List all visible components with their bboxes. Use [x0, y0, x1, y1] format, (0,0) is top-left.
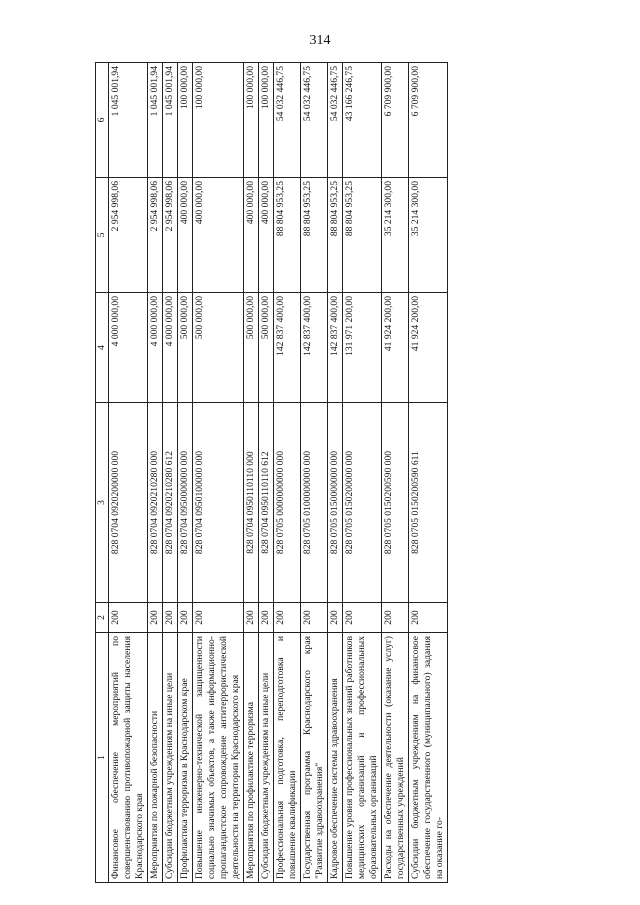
cell-v4: 500 000,00	[177, 293, 192, 403]
cell-v6: 100 000,00	[192, 63, 243, 178]
cell-code: 828 0704 0920210280 000	[147, 403, 162, 603]
cell-v4: 4 000 000,00	[108, 293, 147, 403]
cell-v4: 4 000 000,00	[147, 293, 162, 403]
column-header: 3	[96, 403, 109, 603]
cell-v6: 100 000,00	[177, 63, 192, 178]
cell-sec: 200	[273, 603, 300, 633]
cell-v5: 88 804 953,25	[342, 178, 381, 293]
budget-table	[95, 62, 448, 883]
column-header: 5	[96, 178, 109, 293]
cell-v5: 400 000,00	[192, 178, 243, 293]
cell-v4: 41 924 200,00	[408, 293, 447, 403]
cell-code: 828 0705 0150200000 000	[342, 403, 381, 603]
cell-name: Повышение уровня профессиональных знаний работников медицинских организаций и профессиональных образовательных организаций	[342, 633, 381, 883]
table-header-row	[96, 63, 109, 883]
table-row	[408, 63, 447, 883]
table-row	[162, 63, 177, 883]
cell-name: Мероприятия по профилактике терроризма	[243, 633, 258, 883]
cell-v6: 6 709 900,00	[381, 63, 408, 178]
cell-name: Субсидии бюджетным учреждениям на иные цели	[162, 633, 177, 883]
cell-code: 828 0705 0150200590 611	[408, 403, 447, 603]
cell-code: 828 0704 0950100000 000	[192, 403, 243, 603]
cell-sec: 200	[300, 603, 327, 633]
table-row	[192, 63, 243, 883]
cell-v6: 100 000,00	[243, 63, 258, 178]
page-number: 314	[309, 33, 331, 48]
table-row	[300, 63, 327, 883]
cell-v5: 2 954 998,06	[147, 178, 162, 293]
cell-name: Мероприятия по пожарной безопасности	[147, 633, 162, 883]
cell-code: 828 0705 0000000000 000	[273, 403, 300, 603]
cell-sec: 200	[327, 603, 342, 633]
cell-v6: 100 000,00	[258, 63, 273, 178]
cell-v6: 6 709 900,00	[408, 63, 447, 178]
cell-sec: 200	[408, 603, 447, 633]
cell-code: 828 0704 0950000000 000	[177, 403, 192, 603]
table-row	[342, 63, 381, 883]
cell-code: 828 0705 0150000000 000	[327, 403, 342, 603]
table-row	[327, 63, 342, 883]
cell-v4: 500 000,00	[243, 293, 258, 403]
cell-sec: 200	[258, 603, 273, 633]
cell-name: Повышение инженерно-технической защищенности социально значимых объектов, а также информационно-пропагандистское сопровождение антитеррористической деятельности на территории Краснодарского края	[192, 633, 243, 883]
table-row	[381, 63, 408, 883]
cell-sec: 200	[243, 603, 258, 633]
cell-v5: 400 000,00	[243, 178, 258, 293]
cell-name: Кадровое обеспечение системы здравоохранения	[327, 633, 342, 883]
cell-v5: 88 804 953,25	[327, 178, 342, 293]
cell-code: 828 0704 0920210280 612	[162, 403, 177, 603]
table-row	[108, 63, 147, 883]
cell-name: Государственная программа Краснодарского края "Развитие здравоохранения"	[300, 633, 327, 883]
cell-v4: 500 000,00	[192, 293, 243, 403]
cell-v5: 400 000,00	[177, 178, 192, 293]
cell-code: 828 0704 0920200000 000	[108, 403, 147, 603]
cell-v5: 400 000,00	[258, 178, 273, 293]
cell-code: 828 0705 0100000000 000	[300, 403, 327, 603]
cell-v4: 131 971 200,00	[342, 293, 381, 403]
cell-name: Субсидии бюджетным учреждениям на финансовое обеспечение государственного (муниципального) задания на оказание го-	[408, 633, 447, 883]
cell-code: 828 0704 0950110110 612	[258, 403, 273, 603]
cell-sec: 200	[381, 603, 408, 633]
cell-code: 828 0705 0150200590 000	[381, 403, 408, 603]
cell-sec: 200	[177, 603, 192, 633]
cell-sec: 200	[192, 603, 243, 633]
cell-sec: 200	[108, 603, 147, 633]
cell-sec: 200	[342, 603, 381, 633]
table-row	[177, 63, 192, 883]
cell-v5: 88 804 953,25	[300, 178, 327, 293]
column-header: 6	[96, 63, 109, 178]
cell-v6: 1 045 001,94	[162, 63, 177, 178]
cell-code: 828 0704 0950110110 000	[243, 403, 258, 603]
cell-v5: 35 214 300,00	[381, 178, 408, 293]
cell-v4: 142 837 400,00	[300, 293, 327, 403]
cell-v6: 43 166 246,75	[342, 63, 381, 178]
cell-v4: 142 837 400,00	[327, 293, 342, 403]
cell-v6: 54 032 446,75	[273, 63, 300, 178]
cell-name: Профессиональная подготовка, переподготовка и повышение квалификации	[273, 633, 300, 883]
cell-name: Расходы на обеспечение деятельности (оказание услуг) государственных учреждений	[381, 633, 408, 883]
cell-v4: 4 000 000,00	[162, 293, 177, 403]
cell-v6: 1 045 001,94	[108, 63, 147, 178]
cell-name: Профилактика терроризма в Краснодарском крае	[177, 633, 192, 883]
cell-v4: 41 924 200,00	[381, 293, 408, 403]
rotated-table-container	[95, 63, 545, 883]
cell-v6: 54 032 446,75	[327, 63, 342, 178]
cell-v5: 35 214 300,00	[408, 178, 447, 293]
cell-sec: 200	[162, 603, 177, 633]
cell-v5: 2 954 998,06	[108, 178, 147, 293]
cell-v5: 2 954 998,06	[162, 178, 177, 293]
cell-v6: 1 045 001,94	[147, 63, 162, 178]
cell-v4: 142 837 400,00	[273, 293, 300, 403]
column-header: 2	[96, 603, 109, 633]
table-row	[258, 63, 273, 883]
table-row	[243, 63, 258, 883]
table-row	[147, 63, 162, 883]
column-header: 4	[96, 293, 109, 403]
cell-sec: 200	[147, 603, 162, 633]
cell-name: Субсидии бюджетным учреждениям на иные цели	[258, 633, 273, 883]
cell-v5: 88 804 953,25	[273, 178, 300, 293]
column-header: 1	[96, 633, 109, 883]
cell-v4: 500 000,00	[258, 293, 273, 403]
table-row	[273, 63, 300, 883]
cell-name: Финансовое обеспечение мероприятий по совершенствованию противопожарной защиты населения Краснодарского края	[108, 633, 147, 883]
cell-v6: 54 032 446,75	[300, 63, 327, 178]
